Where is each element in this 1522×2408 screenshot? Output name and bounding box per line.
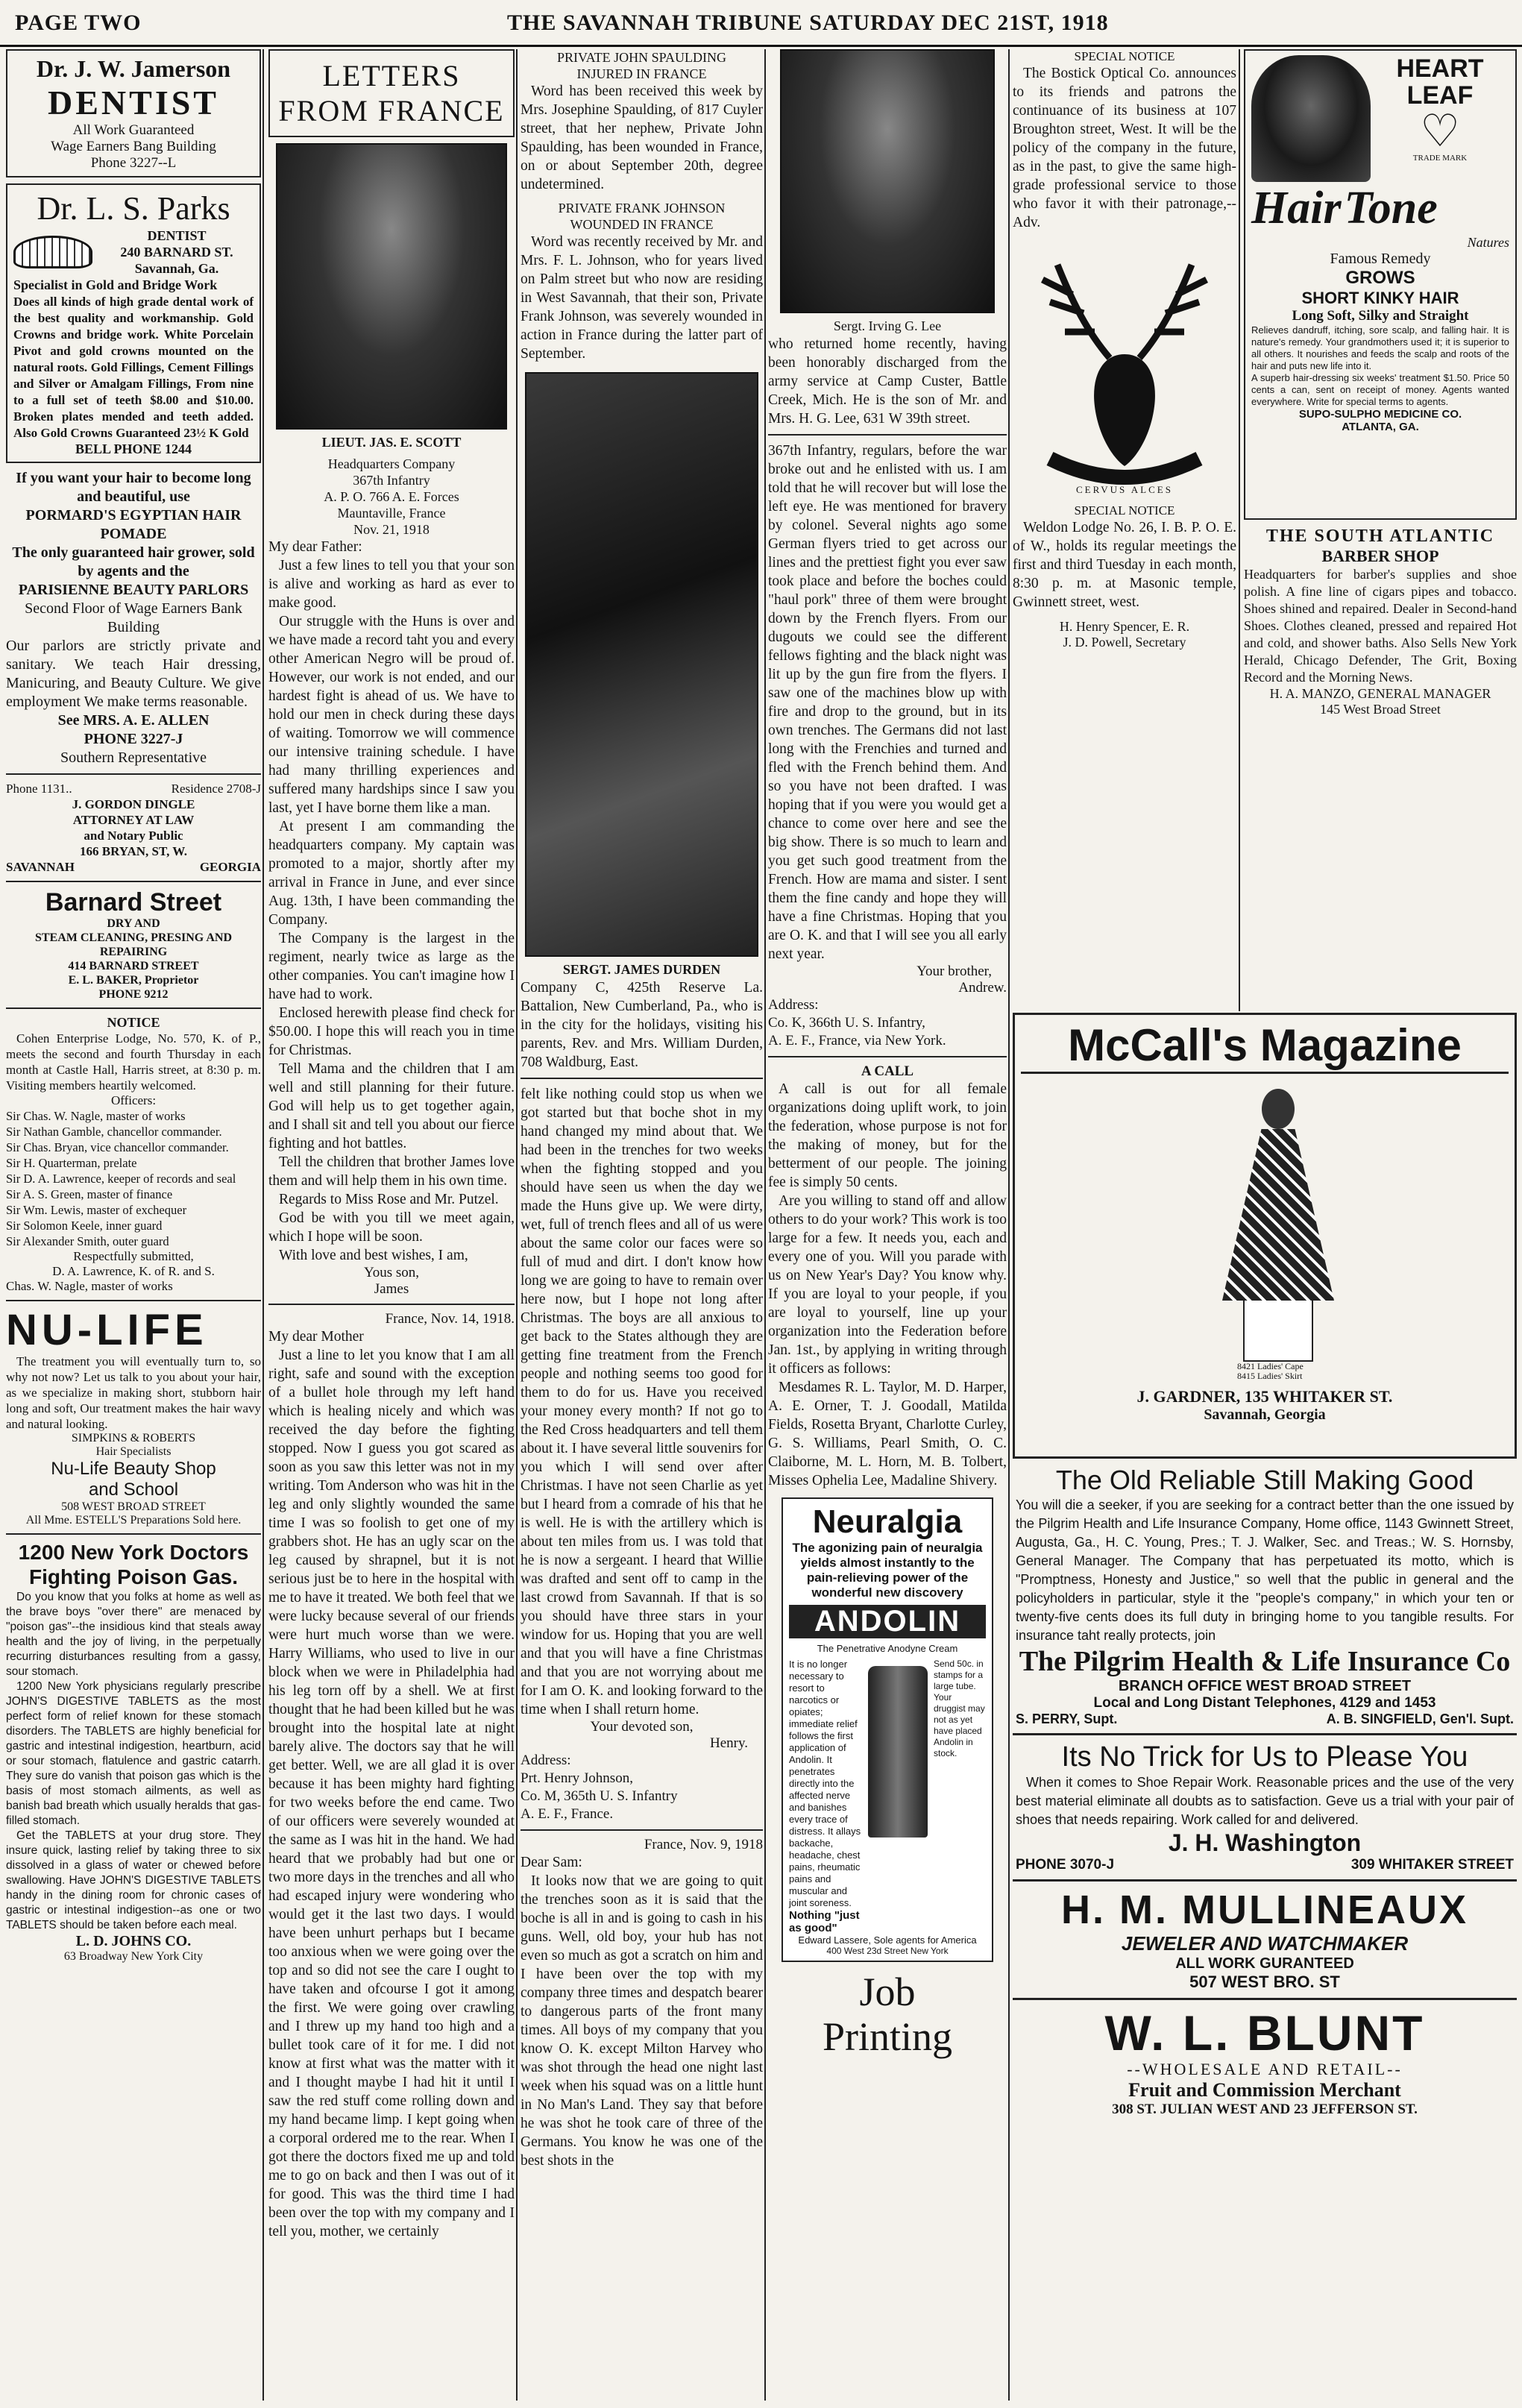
ad-line: Famous Remedy: [1330, 251, 1431, 267]
text-line: Sir Solomon Keele, inner guard: [6, 1219, 163, 1233]
ad-heading: The agonizing pain of neuralgia yields almost instantly to the pain-relieving power of the wonderful new discovery: [792, 1541, 983, 1600]
ad-title: The Old Reliable Still Making Good: [1055, 1465, 1474, 1495]
ad-title: LEAF: [1406, 81, 1474, 110]
article-body: Are you willing to stand off and allow others to do your work? This work is too large for a few. It needs you, each and every one of you. Will you parade with us on New Year's Day? You know why. If you are loyal to your people, if you are loyal to yourself, line up your organization into the Federation before Jan. 1st., by applying in writing through it officers as follows:: [768, 1193, 1007, 1377]
letter-close: Your brother,: [916, 963, 992, 979]
ad-heading: Nu-Life Beauty Shop: [51, 1459, 216, 1479]
column-2: [268, 49, 515, 2404]
ad-title: Barnard Street: [45, 888, 222, 917]
text-line: Sir H. Quarterman, prelate: [6, 1156, 137, 1170]
fashion-figure: [1222, 1089, 1334, 1365]
ad-heading: DENTIST: [48, 84, 219, 122]
ad-parks: [6, 183, 261, 463]
ad-line: If you want your hair to become long and beautiful, use: [16, 470, 251, 505]
ad-line: ALL WORK GURANTEED: [1175, 1955, 1354, 1972]
ad-line: Nothing "just as good": [789, 1909, 860, 1934]
ad-heading: The Pilgrim Health & Life Insurance Co: [1019, 1646, 1511, 1677]
letter-date: France, Nov. 9, 1918: [644, 1837, 763, 1852]
photo-caption: SERGT. JAMES DURDEN: [562, 962, 721, 977]
ad-title: BARBER SHOP: [1321, 547, 1439, 565]
ad-line: 145 West Broad Street: [1320, 702, 1441, 717]
ad-heading: JEWELER AND WATCHMAKER: [1121, 1932, 1409, 1955]
paragraph: Enclosed herewith please find check for $50.00. I hope this will reach you in time for Christmas.: [268, 1005, 515, 1058]
text-line: Sir Chas. Bryan, vice chancellor commander.: [6, 1140, 229, 1154]
text-line: Sir D. A. Lawrence, keeper of records and seal: [6, 1172, 236, 1186]
officer-list: [6, 1108, 261, 1249]
ad-title: THE SOUTH ATLANTIC: [1265, 526, 1495, 546]
ad-brand: Hair: [1251, 183, 1342, 233]
ad-line: Southern Representative: [60, 749, 207, 766]
ad-title: Fighting Poison Gas.: [29, 1565, 238, 1588]
letter-address: [768, 996, 1007, 1050]
letter-salutation: My dear Father:: [268, 539, 362, 555]
page-number: PAGE TWO: [15, 10, 142, 35]
ad-job-printing-line1: Job: [859, 1970, 916, 2014]
ad-line: All Work Guaranteed: [72, 122, 195, 138]
ad-heading: J. GORDON DINGLE: [72, 797, 195, 811]
ad-line: The Penetrative Anodyne Cream: [817, 1643, 958, 1654]
paragraph: Tell the children that brother James love them and will help them in his own time.: [268, 1154, 515, 1189]
text-line: Sir A. S. Green, master of finance: [6, 1187, 173, 1201]
text-line: Sir Chas. W. Nagle, master of works: [6, 1109, 186, 1123]
notice-body: Cohen Enterprise Lodge, No. 570, K. of P., meets the second and fourth Thursday in each month at Castle Hall, Harris street, at 8:30 p. m. Visiting members heartily welcomed.: [6, 1031, 261, 1093]
article-body: A call is out for all female organizations doing uplift work, to join the federation, whose purpose is not for the making of money, but for the betterment of our people. The joining fee is simply 50 cents.: [768, 1081, 1007, 1190]
letter-salutation: Dear Sam:: [521, 1855, 582, 1870]
ad-body: It is no longer necessary to resort to narcotics or opiates; immediate relief follows the first application of Andolin. It penetrates directly into the affected nerve and banishes every trace of distress. It allays backache, headache, chest pains, rheumatic pains and muscular and joint soreness.: [789, 1659, 861, 1908]
ad-line: 240 BARNARD ST.: [120, 245, 233, 260]
ad-body: Our parlors are strictly private and sanitary. We teach Hair dressing, Manicuring, and Beauty Culture. We give employment We make terms reasonable.: [6, 638, 261, 710]
heading-line: WOUNDED IN FRANCE: [570, 217, 714, 232]
letter-date: France, Nov. 14, 1918.: [385, 1311, 515, 1327]
ad-body: A superb hair-dressing six weeks' treatment $1.50. Price 50 cents a can, sent on receipt of money. Agents wanted everywhere. Write for special terms to agents.: [1251, 372, 1509, 407]
ad-line: STEAM CLEANING, PRESING AND REPAIRING: [34, 931, 233, 958]
caption-body: Company C, 425th Reserve La. Battalion, New Cumberland, Pa., who is in the city for the holidays, visiting his parents, Rev. and Mrs. William Durden, 708 Waldburg, East.: [521, 980, 763, 1070]
paragraph: With love and best wishes, I am,: [279, 1248, 468, 1263]
ad-title: Neuralgia: [812, 1503, 963, 1540]
paragraph: The Company is the largest in the regiment, nearly twice as large as the other companies. You can't imagine how I have had to work.: [268, 931, 515, 1002]
article-heading: [521, 200, 763, 233]
column-5: [1013, 49, 1236, 1011]
ad-line: Edward Lassere, Sole agents for America: [798, 1934, 977, 1946]
ad-body: Does all kinds of high grade dental work of the best quality and workmanship. Gold Crowns and bridge work. White Porcelain Pivot and gold crowns mounted on the natural roots. Gold Fillings, Cement Fillings and Silver or Amalgam Fillings, From nine to a full set of teeth $8.00 and $10.00. Broken plates mended and teeth added. Also Gold Crowns Guaranteed 23½ K Gold: [13, 295, 254, 440]
ad-heading: DENTIST: [147, 228, 207, 243]
text-line: Address:: [768, 997, 819, 1013]
ad-title: NU-LIFE: [6, 1306, 208, 1354]
ad-body: Headquarters for barber's supplies and shoe polish. A fine line of cigars pipes and tobacco. Shoes shined and repaired. Dealer in Second-hand Shoes. Clothes cleaned, pressed and repaired Hot and cold, and shower baths. Also Sells New York Herald, Chicago Defender, The Grit, Boxing Record and the Morning News.: [1244, 567, 1517, 685]
text-line: Co. K, 366th U. S. Infantry,: [768, 1015, 925, 1031]
notice-title: SPECIAL NOTICE: [1074, 49, 1175, 63]
photo-sergt-durden: [525, 372, 758, 957]
ad-blunt: [1013, 2006, 1517, 2118]
ad-title: HEART: [1396, 54, 1484, 83]
wide-ads: [1013, 1013, 1517, 2404]
letter-signature: Henry.: [710, 1735, 748, 1751]
elk-head-icon: [1028, 242, 1221, 488]
figure-label: 8421 Ladies' Cape: [1237, 1361, 1304, 1371]
ad-line: 166 BRYAN, ST, W.: [80, 844, 187, 858]
paragraph: Just a few lines to tell you that your son is alive and working as hard as ever to make good.: [268, 558, 515, 611]
ad-phone: Phone 1131..: [6, 782, 72, 796]
article-body: Word was recently received by Mr. and Mrs. F. L. Johnson, who for years lived on Palm street but who now are residing in West Savannah, that their son, Private Frank Johnson, was severely wounded in action in France during the latter part of September.: [521, 234, 763, 362]
notice-title: SPECIAL NOTICE: [1074, 503, 1175, 518]
notice-cohen-lodge: [6, 1015, 261, 1294]
notice-signature: Chas. W. Nagle, master of works: [6, 1279, 173, 1293]
ad-line: See MRS. A. E. ALLEN: [57, 712, 210, 729]
ad-line: All Mme. ESTELL'S Preparations Sold here.: [25, 1514, 242, 1527]
ad-phone: PHONE 3070-J: [1016, 1857, 1115, 1873]
text-line: A. E. F., France, via New York.: [768, 1033, 946, 1049]
ad-line: 507 WEST BRO. ST: [1189, 1972, 1340, 1991]
ad-heading: SHORT KINKY HAIR: [1301, 289, 1459, 307]
ad-title: Dr. J. W. Jamerson: [36, 55, 231, 82]
ad-title: Its No Trick for Us to Please You: [1061, 1741, 1468, 1773]
letter-heading: [268, 456, 515, 538]
text-line: Headquarters Company: [327, 456, 456, 471]
ad-line: E. L. BAKER, Proprietor: [68, 974, 199, 987]
paragraph: Tell Mama and the children that I am well and still planning for their future. God will help us to get together again, and I shall sit and tell you about our fierce fighting and hot battles.: [268, 1061, 515, 1151]
text-line: 367th Infantry: [353, 473, 430, 488]
column-3: [521, 49, 763, 2404]
ad-title: 1200 New York Doctors: [18, 1541, 249, 1564]
ad-phone: PHONE 3227-J: [84, 731, 183, 747]
notice-signature: D. A. Lawrence, K. of R. and S.: [52, 1264, 215, 1278]
ad-phone: PHONE 9212: [98, 988, 169, 1001]
paragraph: God be with you till we meet again, which I hope will be soon.: [268, 1210, 515, 1245]
notice-signature: J. D. Powell, Secretary: [1063, 635, 1186, 650]
ad-line: DRY AND: [107, 917, 160, 930]
notice-title: NOTICE: [107, 1015, 160, 1030]
ad-body: 1200 New York physicians regularly prescribe JOHN'S DIGESTIVE TABLETS as the most perfect form of relief known for these stomach disorders. The TABLETS are highly beneficial for gastric and intestinal indigestion, heartburn, acid or sour stomach, flatulence and gastric catarrh. They sure do vanish that poison gas which is the basis of most stomach ailments, as well as banish bad breath which usually heralds that gas-filled stomach.: [6, 1680, 261, 1827]
ad-signature: L. D. JOHNS CO.: [75, 1933, 192, 1949]
text-line: Co. M, 365th U. S. Infantry: [521, 1788, 678, 1804]
ad-line: SAVANNAH: [6, 860, 75, 874]
portrait-woman: [1251, 55, 1371, 182]
ad-body: Do you know that you folks at home as well as the brave boys "over there" are menaced by "poison gas"--the insidious kind that steals away health and the joy of living, in the perpetually recurring disturbances resulting from a gassy, sour stomach.: [6, 1591, 261, 1678]
ad-title: H. M. MULLINEAUX: [1061, 1887, 1468, 1932]
photo-lieut-scott: [276, 143, 507, 430]
column-rule: [764, 49, 766, 2401]
heading-line: PRIVATE JOHN SPAULDING: [556, 50, 727, 65]
article-body: Mesdames R. L. Taylor, M. D. Harper, A. E. Orner, T. J. Goodall, Matilda Fields, Rosetta Bryant, Charlotte Curley, G. S. Williams, Pearl Smith, O. C. Claiborne, M. L. Horn, M. B. Tolbert, Misses Ophelia Lee, Madaline Shivery.: [768, 1380, 1007, 1489]
ad-line: and Notary Public: [84, 829, 183, 843]
notice-line: Respectfully submitted,: [73, 1249, 194, 1263]
ad-heading: --WHOLESALE AND RETAIL--: [1127, 2060, 1403, 2078]
figure-label: 8415 Ladies' Skirt: [1237, 1371, 1303, 1381]
ad-heading: J. H. Washington: [1168, 1829, 1362, 1856]
photo-caption: Sergt. Irving G. Lee: [833, 318, 942, 333]
ad-heading: and School: [88, 1480, 179, 1500]
column-6: [1244, 49, 1517, 526]
ad-line: 400 West 23d Street New York: [826, 1946, 949, 1956]
ad-signature: 63 Broadway New York City: [63, 1950, 204, 1963]
ad-line: 508 WEST BROAD STREET: [61, 1500, 206, 1513]
text-line: Address:: [521, 1752, 571, 1768]
ad-line: ATLANTA, GA.: [1342, 421, 1419, 433]
ad-line: SIMPKINS & ROBERTS: [71, 1432, 196, 1445]
ad-title: W. L. BLUNT: [1104, 2005, 1425, 2060]
ad-dingle: [6, 781, 261, 875]
article-heading: [521, 49, 763, 82]
letter-body: It looks now that we are going to quit the trenches soon as it is said that the boche is all in and is going to cash in his guns. Well, old boy, your hub has not even so much as got a scratch on him and I have been over the top with my company three times and despatch bearer to dangerous parts of the front many times. All boys of my company that you know O. K. except Milton Harvey who was shot through the head one night last week when his squad was on a little hunt in No Man's Land. They say that before he was shot he took care of three of the Germans. You know he was one of the best shots in the: [521, 1873, 763, 2169]
masthead: [0, 0, 1522, 47]
ad-line: BRANCH OFFICE WEST BROAD STREET: [1118, 1678, 1412, 1694]
newspaper-title: THE SAVANNAH TRIBUNE SATURDAY DEC 21ST, 1918: [507, 10, 1109, 35]
ad-neuralgia-andolin: [782, 1497, 993, 1962]
ad-brand: Tone: [1344, 183, 1438, 233]
ad-body: Get the TABLETS at your drug store. They insure quick, lasting relief by taking three to six dissolved in a glass of water or chewed before swallowing. Have JOHN'S DIGESTIVE TABLETS handy in the dining room for chronic cases of gastric or intestinal indigestion--as one or two TABLETS should be taken before each meal.: [6, 1829, 261, 1931]
ad-line: ATTORNEY AT LAW: [72, 813, 195, 827]
ad-phone: BELL PHONE 1244: [75, 441, 192, 456]
trade-mark: TRADE MARK: [1412, 154, 1468, 163]
ad-line: 414 BARNARD STREET: [68, 960, 199, 972]
paragraph: Regards to Miss Rose and Mr. Putzel.: [279, 1192, 499, 1207]
column-1: [6, 49, 261, 2404]
ad-south-atlantic-barber: [1244, 526, 1517, 717]
text-line: A. E. F., France.: [521, 1806, 614, 1822]
ad-line: The only guaranteed hair grower, sold by agents and the: [12, 544, 255, 579]
text-line: Sir Alexander Smith, outer guard: [6, 1234, 169, 1248]
ad-heading: Long Soft, Silky and Straight: [1292, 308, 1469, 324]
dentures-icon: [13, 236, 92, 268]
ad-mccalls-magazine: [1013, 1013, 1517, 1459]
ad-body: Relieves dandruff, itching, sore scalp, and falling hair. It is nature's remedy. Your grandmothers used it; it is superior to all others. It nourishes and feeds the scalp and roots of the hair and puts new life into it.: [1251, 324, 1509, 371]
ad-line: J. GARDNER, 135 WHITAKER ST.: [1136, 1387, 1393, 1406]
ad-line: Natures: [1467, 235, 1509, 250]
caption-body: who returned home recently, having been honorably discharged from the army service at Camp Custer, Battle Creek, Mich. He is the son of Mr. and Mrs. H. G. Lee, 631 W 39th street.: [768, 336, 1007, 427]
article-heading: A CALL: [861, 1063, 914, 1079]
ad-pilgrim-insurance: [1013, 1465, 1517, 1727]
ad-line: 309 WHITAKER STREET: [1350, 1857, 1514, 1873]
column-rule: [516, 49, 518, 2401]
ad-line: GEORGIA: [199, 860, 261, 874]
text-line: Sir Nathan Gamble, chancellor commander.: [6, 1125, 222, 1139]
ad-body: Send 50c. in stamps for a large tube. Your druggist may not as yet have placed Andolin in stock.: [934, 1659, 985, 1758]
ad-title: Dr. L. S. Parks: [37, 190, 230, 227]
ad-line: H. A. MANZO, GENERAL MANAGER: [1269, 686, 1491, 701]
text-line: Nov. 21, 1918: [353, 522, 430, 537]
ad-line: 308 ST. JULIAN WEST AND 23 JEFFERSON ST.: [1112, 2102, 1418, 2117]
heading-line: INJURED IN FRANCE: [576, 66, 707, 81]
ad-line: Local and Long Distant Telephones, 4129 and 1453: [1093, 1695, 1436, 1711]
ad-line: Second Floor of Wage Earners Bank Building: [25, 600, 242, 635]
text-line: Prt. Henry Johnson,: [521, 1770, 633, 1786]
ad-line: Hair Specialists: [95, 1445, 172, 1458]
ad-johns-tablets: [6, 1541, 261, 1964]
letter-body: 367th Infantry, regulars, before the war broke out and he enlisted with us. I am told that he will recover but will lose the left eye. He was mentioned for bravery by colonel. Several nights ago some German flyers tried to get across our lines and the prettiest fight you ever saw took place and before the boches could "haul pork" three of them were brought down by the French flyers. From our dugouts we could see the different fellows fighting and the black night was lit up by the gun fire from the flyers. I saw one of the machines blow up with fire and drop to the ground, but in its own trenches. The Germans did not last long with the Frenchies and turned and fled with the French behind them. And so you have not been drafted. I was hoping that if you were you would get a chance to come over here and see the big show. There is so much to learn and you get such good treatment from the French. How are mama and sister. I sent them the fine candy and hope they will have a fine Christmas. Hoping that you are O. K. and that I will see you all early next year.: [768, 443, 1007, 962]
ad-title: McCall's Magazine: [1021, 1019, 1509, 1074]
ad-job-printing-line2: Printing: [822, 2014, 953, 2059]
heart-icon: ♡: [1420, 107, 1460, 156]
ad-pormard: [6, 469, 261, 767]
ad-phone: Phone 3227--L: [90, 155, 177, 171]
elk-banner: CERVUS ALCES: [1076, 484, 1173, 495]
article-body: Word has been received this week by Mrs. Josephine Spaulding, of 817 Cuyler street, that her nephew, Private John Spaulding, has been wounded in France, on or about September 20th, degree undetermined.: [521, 84, 763, 192]
ad-line: S. PERRY, Supt.: [1016, 1711, 1118, 1726]
photo-sergt-lee: [780, 49, 995, 313]
letter-signature: James: [374, 1281, 409, 1297]
notice-officers: Officers:: [110, 1093, 157, 1107]
ad-line: Wage Earners Bang Building: [51, 139, 216, 154]
ad-line: A. B. SINGFIELD, Gen'l. Supt.: [1326, 1711, 1514, 1726]
letter-signature: Andrew.: [958, 980, 1007, 996]
ad-line: SUPO-SULPHO MEDICINE CO.: [1298, 408, 1462, 421]
letter-address: [521, 1752, 763, 1823]
ad-line: Savannah, Ga.: [134, 261, 219, 276]
column-4: [768, 49, 1007, 2404]
ad-mullineaux: [1013, 1887, 1517, 1992]
ad-body: When it comes to Shoe Repair Work. Reasonable prices and the use of the very best material eliminate all doubts as to satisfaction. Geve us a trial with your pair of shoes that needs repairing. Work called for and delivered.: [1016, 1775, 1514, 1827]
ad-shoe-repair: [1013, 1741, 1517, 1873]
ad-heading: PORMARD'S EGYPTIAN HAIR POMADE: [25, 507, 242, 542]
ad-phone: Residence 2708-J: [171, 782, 261, 796]
text-line: Sir Wm. Lewis, master of exchequer: [6, 1203, 187, 1217]
letter-body: [268, 556, 515, 1265]
ad-heart-leaf-hair-tone: [1244, 49, 1517, 520]
ad-jamerson: [6, 49, 261, 177]
letter-close: Yous son,: [363, 1265, 420, 1280]
ad-heading: GROWS: [1345, 268, 1415, 288]
text-line: A. P. O. 766 A. E. Forces: [324, 489, 459, 504]
ad-line: Fruit and Commission Merchant: [1128, 2079, 1401, 2101]
paragraph: Our struggle with the Huns is over and we have made a record taht you and every other American Negro will be proud of. However, our work is not ended, and our hardest fight is ahead of us. We have to hold our men in check during these days of waiting. Tomorrow we will commence our intensive training schedule. I have had many thrilling experiences and suffered many hardships since I saw you last, yet I have borne them like a man.: [268, 614, 515, 816]
heading-line: PRIVATE FRANK JOHNSON: [558, 201, 726, 216]
column-rule: [1239, 49, 1240, 1011]
notice-body: Weldon Lodge No. 26, I. B. P. O. E. of W., holds its regular meetings the first and third Tuesday in each month, 8:30 p. m. at Masonic temple, Gwinnett street, west.: [1013, 520, 1236, 610]
tube-icon: [868, 1666, 928, 1838]
paragraph: At present I am commanding the headquarters company. My captain was promoted to a major, shortly after my arrival in France in June, and ever since Aug. 13th, I have been commanding the Company.: [268, 819, 515, 928]
notice-body: The Bostick Optical Co. announces to its friends and patrons the continuance of its business at 107 Broughton street, West. It will be the policy of the company in the future, as in the past, to give the same high-grade professional service to those who favor it with their patronage,--Adv.: [1013, 66, 1236, 230]
notice-signature: H. Henry Spencer, E. R.: [1059, 619, 1190, 634]
text-line: Mauntaville, France: [337, 506, 446, 521]
ad-line: Savannah, Georgia: [1204, 1406, 1326, 1423]
column-rule: [1008, 49, 1010, 2401]
letter-body: felt like nothing could stop us when we got started but that boche shot in my hand changed my mind about that. We had been in the trenches for two weeks when the fighting stopped and you should have seen us when the day we made the Huns give up. We were dirty, wet, full of trench flees and all of us were about the same color our faces were so full of mud and dirt. I don't know how long we are going to have to remain over here now, but I hope not long after Christmas. The boys are all anxious to get back to the States although they are getting fine treatment from the French people and nothing seems too good for them to do for us. Have you received your money every month? If not go to the Red Cross headquarters and tell them about it. I have several little souvenirs for you which I will send over after Christmas. I have not seen Charlie as yet but I heard from a comrade of his that he is well. He is with the artillery which is about ten miles from us. I was told that he is now a sergeant. I heard that Willie was drafted and sent off to camp in the last crowd from Savannah. If that is so you should have three stars in your window for us. Hoping that you are well and that you will have a fine Christmas and that you are not worrying about me for I am O. K. and looking forward to the time when I shall return home.: [521, 1087, 763, 1717]
ad-barnard: [6, 888, 261, 1002]
letter-salutation: My dear Mother: [268, 1329, 364, 1345]
column-rule: [262, 49, 264, 2401]
ad-line: Specialist in Gold and Bridge Work: [13, 277, 218, 292]
photo-caption: LIEUT. JAS. E. SCOTT: [321, 435, 462, 450]
ad-nulife: [6, 1307, 261, 1527]
ad-body: You will die a seeker, if you are seeking for a contract better than the one issued by the Pilgrim Health and Life Insurance Company, Home office, 1143 Gwinnett Street, Augusta, Ga., H. C. Young, Pres.; T. J. Walker, Sec. and Treas.; W. S. Hornsby, General Manager. The Company that has perpetuated its motto, which is "Promptness, Honesty and Justice," so well that the public in general and the policyholders in particular, style it the "people's company," in which your ten or twenty-five cents does its full duty in bringing home to you tangible results. For insurance taht really protects, join: [1016, 1497, 1514, 1643]
ad-brand: ANDOLIN: [789, 1605, 986, 1638]
ad-body: The treatment you will eventually turn to, so why not now? Let us talk to you about your hair, as we specialize in making short, stubborn hair long and soft, Our treatment makes the hair wavy and natural looking.: [6, 1354, 261, 1431]
letter-body: [268, 1346, 515, 2241]
headline-letters-from-france: LETTERS FROM FRANCE: [268, 49, 515, 137]
ad-heading: PARISIENNE BEAUTY PARLORS: [18, 582, 249, 598]
paragraph: Just a line to let you know that I am all right, safe and sound with the exception of a bullet hole through my left hand which is healing nicely and which was received the day before the fighting stopped. Now I guess you got scared as soon as you saw this letter was not in my writing. Tom Anderson who was hit in the leg and only slightly wounded the same time I was so foolish to get one of my grabbers shot. He has an ugly scar on the leg caused by shrapnel, but it is not serious just be to here in the hospital with me to have it treated. We both feel that we were lucky because several of our friends were hurt much worse than we were. Harry Williams, who used to live in our block when we were in Philadelphia had his leg torn off by a shell. We at first thought that he had been killed but he was brought into the hospital late at night barely alive. The doctors say that he will get better. Well, we are all glad it is over because it has been mighty hard fighting for two weeks before the end came. Two of our officers were severely wounded at the same as I was hit in the hand. We had heard that we probably had but one or two more days in the trenches and all who had escaped injury were wondering who would get it the last two days. I would have been unhurt perhaps but I became too anxious when we were going over the top and so did not see the care I ought to have taken and ofcourse I got it among the first. We were going over crawling and I threw up my hand too high and a bullet took care of it for me. I did not know at first what was the matter with it and I thought maybe I had hit it until I saw the red stuff come rolling down and my hand became limp. I kept going when a corporal ordered me to the rear. When I got there the doctors fixed me up and told me to go on back and then I was out of it for good. This was the third time I had been over the top with my company and I tell you, mother, we certainly: [268, 1348, 515, 2239]
letter-close: Your devoted son,: [590, 1719, 694, 1735]
